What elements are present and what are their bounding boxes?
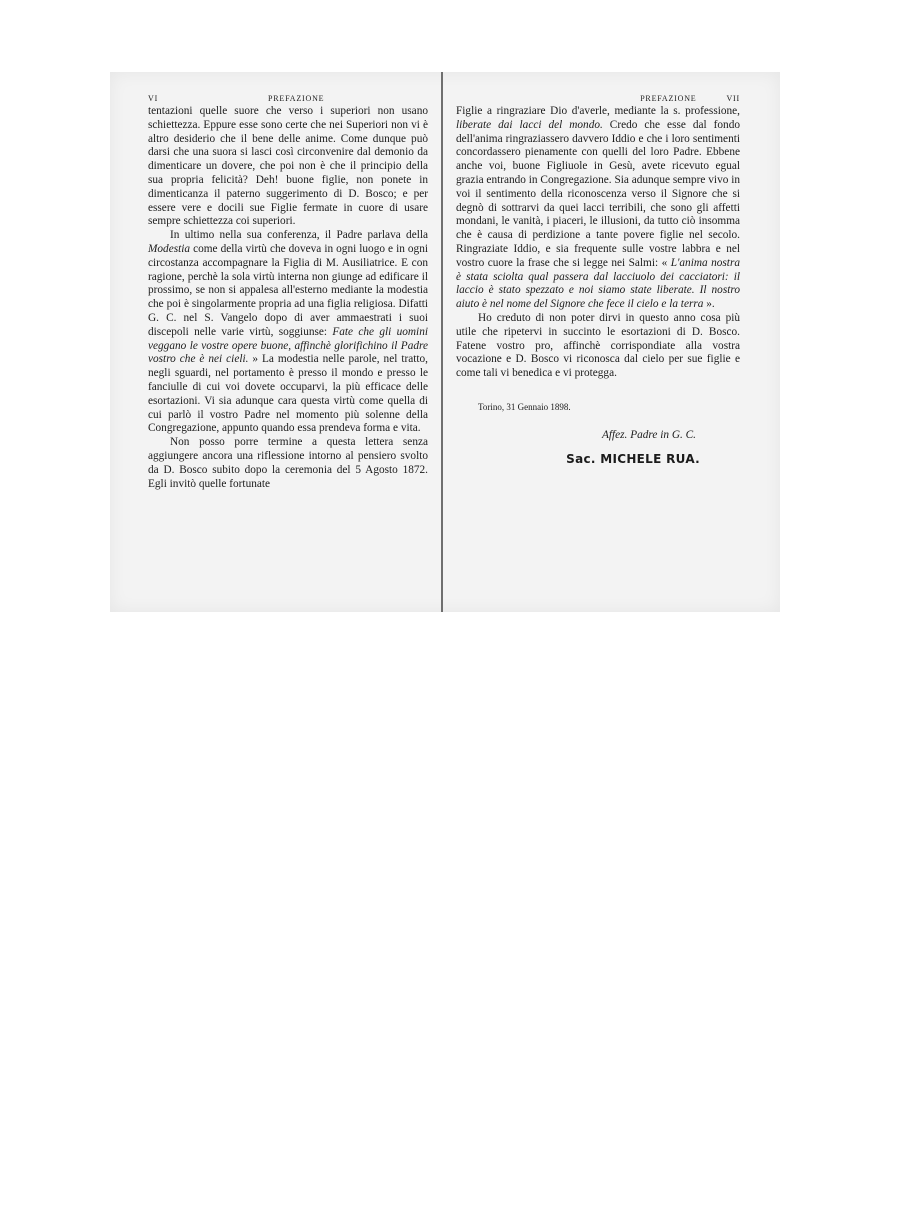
italic-text: Fate che gli uomini veggano le vostre opere buone, affinchè glorifichino il Padre vostro che è nei cieli. [148, 325, 428, 366]
page-gutter [441, 72, 443, 612]
running-head-title: PREFAZIONE [640, 94, 697, 103]
italic-text: liberate dai lacci del mondo. [456, 118, 603, 131]
date-line: Torino, 31 Gennaio 1898. [478, 401, 571, 412]
paragraph [148, 105, 428, 229]
paragraph [456, 105, 740, 312]
text-run: tentazioni quelle suore che verso i superiori non usano schiettezza. Eppure esse sono certe che nei Superiori non vi è altro desiderio che il bene delle anime. Come dunque può darsi che una suora si lasci così circonvenire dal demonio da dimenticare un dovere, che poi non è che il principio della sua propria felicità? Deh! buone figlie, non ponete in dimenticanza il paterno suggerimento di D. Bosco; e per essere vere e docili sue Figlie fermate in cuore di usare sempre schiettezza coi superiori. [148, 105, 428, 228]
paragraph [456, 312, 740, 381]
left-page [148, 92, 428, 491]
running-head [456, 92, 740, 103]
text-run: ». [703, 298, 715, 311]
text-run: come della virtù che doveva in ogni luogo e in ogni circostanza accompagnare la Figlia di M. Ausiliatrice. E con ragione, perchè la sola virtù interna non giunge ad edificare il prossimo, se non si appalesa all'esterno mediante la modestia che poi è singolarmente propria ad una figlia religiosa. Difatti G. C. nel S. Vangelo dopo di aver ammaestrati i suoi discepoli nelle varie virtù, soggiunse: [148, 242, 428, 338]
page-number: VII [726, 94, 740, 103]
paragraph [148, 436, 428, 491]
text-run: Credo che esse dal fondo dell'anima ringraziassero davvero Iddio e che i loro sentimenti concordassero pienamente con quelli del loro Padre. Ebbene anche voi, buone Figliuole in Gesù, avete ricevuto egual grazia entrando in Congregazione. Sia adunque sempre vivo in voi il sentimento della riconoscenza verso il Signore che si degnò di sottrarvi da quei lacci terribili, che sono gli affetti mondani, le vanità, i piaceri, le illusioni, da tutto ciò insomma che è causa di perdizione a tante povere figlie nel secolo. Ringraziate Iddio, e sia frequente sulle vostre labbra e nel vostro cuore la frase che si legge nei Salmi: « [456, 118, 740, 269]
italic-text: L'anima nostra è stata sciolta qual passera dal lacciuolo dei cacciatori: il laccio è stato spezzato e noi siamo state liberate. Il nostro aiuto è nel nome del Signore che fece il cielo e la terra [456, 256, 740, 311]
body-text [456, 105, 740, 381]
body-text [148, 105, 428, 491]
page-number: VI [148, 94, 159, 103]
text-run: Ho creduto di non poter dirvi in questo anno cosa più utile che ripetervi in succinto le esortazioni di D. Bosco. Fatene vostro pro, affinchè corrispondiate alla vostra vocazione e D. Bosco vi riconosca dal cielo per sue figlie e come tali vi benedica e vi protegga. [456, 311, 740, 380]
closing-salutation: Affez. Padre in G. C. [601, 428, 696, 441]
signature: Sac. MICHELE RUA. [566, 451, 700, 466]
text-run: » La modestia nelle parole, nel tratto, negli sguardi, nel portamento è presso il mondo e presso le fanciulle di cui voi dovete occuparvi, la più efficace delle esortazioni. Vi sia adunque cara questa virtù come quella di cui parlò il vostro Padre nel momento più solenne della Congregazione, appunto quando essa prendeva forma e vita. [148, 353, 428, 435]
text-run: Non posso porre termine a questa lettera senza aggiungere ancora una riflessione intorno al pensiero svolto da D. Bosco subito dopo la ceremonia del 5 Agosto 1872. Egli invitò quelle fortunate [148, 436, 428, 490]
running-head [148, 92, 428, 103]
text-run: Figlie a ringraziare Dio d'averle, mediante la s. professione, [456, 105, 740, 117]
text-run: In ultimo nella sua conferenza, il Padre parlava della [170, 229, 428, 242]
running-head-title: PREFAZIONE [268, 94, 325, 103]
right-page [456, 92, 740, 466]
paragraph [148, 229, 428, 436]
italic-text: Modestia [148, 242, 191, 255]
